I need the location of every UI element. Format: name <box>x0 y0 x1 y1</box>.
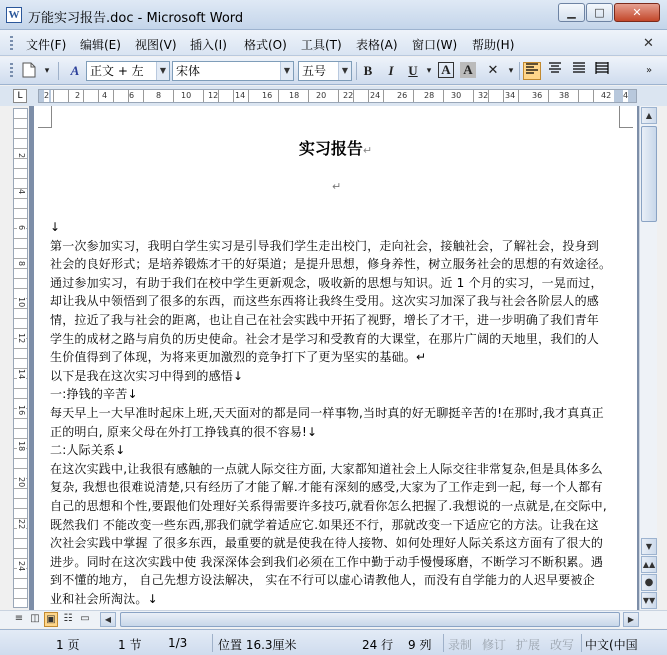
styles-icon[interactable]: A <box>70 63 80 78</box>
status-position: 位置 16.3厘米 <box>218 638 297 652</box>
text-line: 到不懂的地方， 自己先想方设法解决， 实在不行可以虚心请教他人，而没有自学能力的人迟早要被企 <box>50 573 595 588</box>
menu-table[interactable]: 表格(A) <box>356 38 398 52</box>
text-line: 以下是我在这次实习中得到的感悟↓ <box>50 368 244 383</box>
menu-format[interactable]: 格式(O) <box>244 38 287 52</box>
text-line: 次社会实践中掌握 了很多东西，最重要的就是使我在待人接物、如何处理好人际关系这方面有了很大的 <box>50 536 604 551</box>
ruler-number: 8 <box>156 91 162 100</box>
scaling-dropdown-icon[interactable]: ▾ <box>508 66 514 76</box>
title-text: 实习报告 <box>298 139 363 158</box>
chevron-down-icon[interactable]: ▼ <box>280 62 293 80</box>
justify-icon[interactable] <box>570 62 588 80</box>
ruler-number: 2 <box>44 91 50 100</box>
status-overtype[interactable]: 改写 <box>550 638 575 652</box>
vruler-number: 24 <box>17 561 26 572</box>
ruler-number: 12 <box>208 91 219 100</box>
status-track-changes[interactable]: 修订 <box>482 638 507 652</box>
status-separator <box>581 634 582 652</box>
vertical-ruler[interactable] <box>13 108 28 608</box>
text-line: 每天早上一大早准时起床上班,天天面对的都是同一样事物,当时真的好无聊挺辛苦的!在那时,我才真真正 <box>50 405 604 420</box>
ruler-number: 4 <box>102 91 108 100</box>
status-record[interactable]: 录制 <box>448 638 473 652</box>
ruler-number: 30 <box>451 91 462 100</box>
text-line: 复杂, 我想也很难说清楚,只有经历了才能了解.才能有深刻的感受,大家为了工作走到一起, 每一个人都有 <box>50 480 603 495</box>
vruler-number: 4 <box>17 189 26 195</box>
ruler-number: 42 <box>601 91 612 100</box>
toolbar-grip-icon[interactable] <box>10 63 13 79</box>
status-section: 1 节 <box>118 638 142 652</box>
vruler-number: 14 <box>17 369 26 380</box>
vruler-number: 20 <box>17 477 26 488</box>
toolbar-separator <box>58 62 59 80</box>
italic-icon[interactable]: I <box>388 63 394 78</box>
scroll-left-icon[interactable]: ◀ <box>100 612 116 627</box>
underline-dropdown-icon[interactable]: ▾ <box>426 66 432 76</box>
hscroll-thumb[interactable] <box>120 612 620 627</box>
menu-view[interactable]: 视图(V) <box>135 38 177 52</box>
crop-mark <box>38 106 52 128</box>
text-line: 在这次实践中,让我很有感触的一点就人际交往方面, 大家都知道社会上人际交往非常复杂,但是具体多么 <box>50 461 603 476</box>
web-view-icon[interactable]: ◫ <box>30 613 40 624</box>
chevron-down-icon[interactable]: ▼ <box>156 62 169 80</box>
vruler-number: 18 <box>17 441 26 452</box>
reading-view-icon[interactable]: ▭ <box>80 613 90 624</box>
dropdown-arrow-icon[interactable]: ▾ <box>44 66 50 76</box>
ruler-number: 14 <box>235 91 246 100</box>
text-line: 进步。同时在这次实践中使 我深深体会到我们必须在工作中勤于动手慢慢琢磨，不断学习不断积累。遇 <box>50 554 604 569</box>
ruler-number: 26 <box>397 91 408 100</box>
status-line: 24 行 <box>362 638 394 652</box>
font-value: 宋体 <box>176 64 201 78</box>
tab-stop-selector-icon[interactable]: L <box>13 89 27 103</box>
toolbar-separator <box>356 62 357 80</box>
ruler-number: 36 <box>532 91 543 100</box>
status-column: 9 列 <box>408 638 432 652</box>
text-line: 业和社会所淘汰。↓ <box>50 591 158 606</box>
paragraph-mark: ↵ <box>362 144 373 157</box>
vruler-number: 16 <box>17 405 26 416</box>
scroll-thumb[interactable] <box>641 126 657 222</box>
menu-insert[interactable]: 插入(I) <box>190 38 227 52</box>
text-line: 一:挣钱的辛苦↓ <box>50 387 138 402</box>
menu-window[interactable]: 窗口(W) <box>412 38 458 52</box>
ruler-number: 6 <box>129 91 135 100</box>
ruler-number: 18 <box>289 91 300 100</box>
document-page[interactable] <box>34 106 637 610</box>
vruler-number: 2 <box>17 153 26 159</box>
text-line: 社会的良好形式；是培养锻炼才干的好渠道；是提升思想，修身养性，树立服务社会的思想的有效途径。 <box>50 257 612 272</box>
vruler-number: 8 <box>17 261 26 267</box>
scroll-right-icon[interactable]: ▶ <box>623 612 639 627</box>
status-bar <box>0 629 667 655</box>
ruler-row <box>0 86 667 106</box>
maximize-button[interactable]: □ <box>586 3 613 22</box>
char-scaling-icon[interactable]: ✕ <box>487 63 499 78</box>
print-view-icon[interactable]: ▣ <box>44 612 58 627</box>
normal-view-icon[interactable]: ≡ <box>14 613 24 624</box>
horizontal-scrollbar[interactable] <box>0 610 667 628</box>
document-body[interactable] <box>50 218 625 610</box>
new-document-icon[interactable] <box>20 62 38 80</box>
style-combo[interactable] <box>86 61 170 81</box>
font-combo[interactable] <box>172 61 294 81</box>
menu-grip-icon[interactable] <box>10 36 13 51</box>
ruler-number: 16 <box>262 91 273 100</box>
page-title <box>34 136 637 159</box>
close-document-icon[interactable]: ✕ <box>643 36 654 51</box>
word-app-icon[interactable]: W <box>6 7 22 23</box>
vruler-number: 12 <box>17 333 26 344</box>
style-value: 正文 + 左 <box>90 64 144 78</box>
menu-tools[interactable]: 工具(T) <box>301 38 342 52</box>
text-line: 二:人际关系↓ <box>50 443 126 458</box>
distributed-icon[interactable] <box>593 62 611 80</box>
chevron-down-icon[interactable]: ▼ <box>338 62 351 80</box>
menu-file[interactable]: 文件(F) <box>26 38 67 52</box>
status-separator <box>443 634 444 652</box>
text-line: ↓ <box>50 220 61 234</box>
status-language: 中文(中国 <box>585 638 638 652</box>
text-line: 情，拉近了我与社会的距离，也让自己在社会实践中开拓了视野，增长了才干，进一步明确了我们青年 <box>50 312 600 327</box>
window-title: 万能实习报告.doc - Microsoft Word <box>28 11 244 26</box>
outline-view-icon[interactable]: ☷ <box>63 613 73 624</box>
status-separator <box>212 634 213 652</box>
menu-edit[interactable]: 编辑(E) <box>80 38 121 52</box>
scroll-up-icon[interactable]: ▲ <box>641 107 657 124</box>
title-bar <box>0 0 667 30</box>
ruler-number: 24 <box>370 91 381 100</box>
font-size-value: 五号 <box>302 64 327 78</box>
text-line: 第一次参加实习，我明白学生实习是引导我们学生走出校门，走向社会，接触社会，了解社会，投身到 <box>50 238 600 253</box>
ruler-number: 10 <box>181 91 192 100</box>
ruler-number: 22 <box>343 91 354 100</box>
text-line: 生价值得到了体现，为将来更加激烈的竞争打下了更为坚实的基础。↵ <box>50 350 427 365</box>
align-center-icon[interactable] <box>546 62 564 80</box>
text-line: 却让我从中领悟到了很多的东西，而这些东西将让我终生受用。这次实习加深了我与社会各阶层人的感 <box>50 294 600 309</box>
text-line: 既然我们 不能改变一些东西,那我们就学着适应它.如果还不行，那就改变一下适应它的方法。让我在这 <box>50 517 599 532</box>
previous-page-icon[interactable]: ▲▲ <box>641 556 657 573</box>
text-line: 通过参加实习，有助于我们在校中学生更新观念，吸收新的思想与知识。近 1 个月的实习，一晃而过， <box>50 275 603 290</box>
toolbar-separator <box>519 62 520 80</box>
underline-icon[interactable]: U <box>408 63 418 78</box>
menu-help[interactable]: 帮助(H) <box>472 38 515 52</box>
menu-bar <box>0 30 667 56</box>
text-line: 自己的思想和个性,要跟他们处理好关系得需要许多技巧,就看你怎么把握了.我想说的一点就是,在交际中, <box>50 498 607 513</box>
scroll-down-icon[interactable]: ▼ <box>641 538 657 555</box>
horizontal-ruler[interactable] <box>38 89 637 103</box>
bold-icon[interactable]: B <box>363 63 373 78</box>
status-page: 1 页 <box>56 638 80 652</box>
status-extend[interactable]: 扩展 <box>516 638 541 652</box>
ruler-number: 32 <box>478 91 489 100</box>
ruler-number: 28 <box>424 91 435 100</box>
ruler-number: 20 <box>316 91 327 100</box>
char-shading-icon[interactable]: A <box>460 62 476 78</box>
text-line: 正的明白, 原来父母在外打工挣钱真的很不容易!↓ <box>50 424 318 439</box>
ruler-number: 34 <box>505 91 516 100</box>
minimize-button[interactable]: ▁ <box>558 3 585 22</box>
align-left-icon[interactable] <box>523 62 541 80</box>
vruler-number: 10 <box>17 297 26 308</box>
crop-mark <box>619 106 633 128</box>
ruler-number: 38 <box>559 91 570 100</box>
vruler-number: 6 <box>17 225 26 231</box>
ruler-number: 4 <box>623 91 629 100</box>
next-page-icon[interactable]: ▼▼ <box>641 592 657 609</box>
char-border-icon[interactable]: A <box>438 62 454 78</box>
text-line: 学生的成材之路与肩负的历史使命。社会才是学习和受教育的大课堂，在那片广阔的天地里，我们的人 <box>50 331 600 346</box>
formatting-toolbar <box>0 57 667 85</box>
close-button[interactable]: ✕ <box>614 3 660 22</box>
status-page-of: 1/3 <box>168 636 188 650</box>
toolbar-options-icon[interactable]: » <box>645 65 653 76</box>
select-browse-object-icon[interactable]: ● <box>641 574 657 591</box>
font-size-combo[interactable] <box>298 61 352 81</box>
vruler-number: 22 <box>17 519 26 530</box>
ruler-number: 2 <box>75 91 81 100</box>
vertical-scrollbar[interactable] <box>639 106 657 610</box>
paragraph-mark: ↵ <box>332 180 342 193</box>
